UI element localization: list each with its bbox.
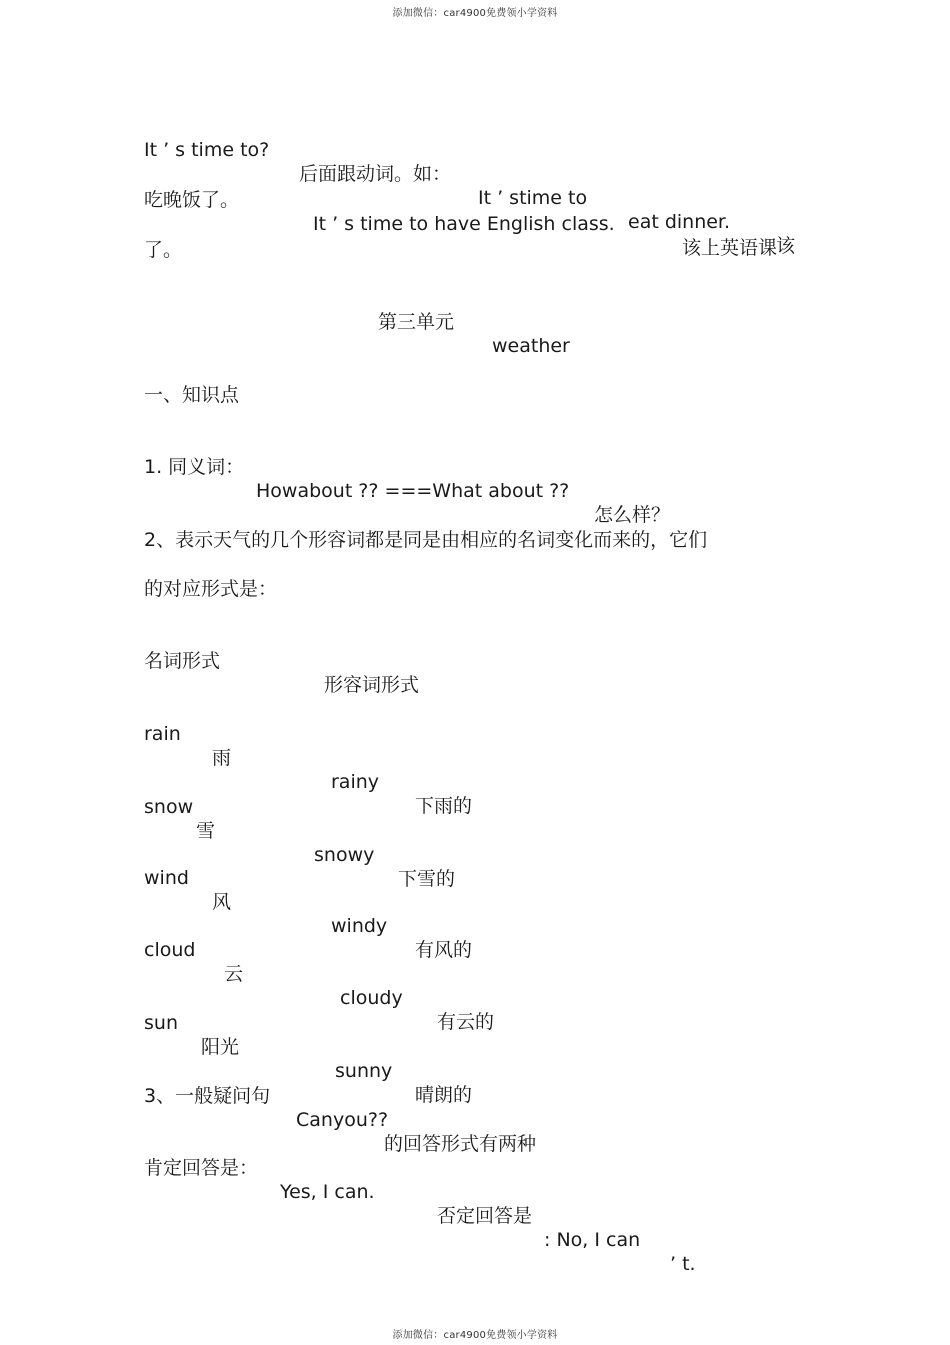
- intro-text: It ’ s time to have English class.: [313, 213, 615, 235]
- negative-answer: : No, I can: [544, 1229, 641, 1251]
- section-knowledge: [144, 359, 240, 407]
- item-text: 2、表示天气的几个形容词都是同是由相应的名词变化而来的，它们: [144, 529, 708, 551]
- intro-text: eat dinner.: [628, 211, 731, 233]
- item-text: 的回答形式有两种: [384, 1133, 537, 1155]
- negative-answer-end: ’ t.: [670, 1253, 696, 1275]
- noun-cn: 阳光: [201, 1036, 240, 1058]
- intro-text: 了。: [144, 239, 183, 261]
- adjective: snowy: [314, 844, 375, 866]
- noun: snow: [144, 796, 194, 818]
- adjective-cn: 下雨的: [415, 795, 473, 817]
- adjective: sunny: [335, 1060, 393, 1082]
- positive-answer: Yes, I can.: [280, 1181, 375, 1203]
- intro-text: 后面跟动词。如：: [299, 163, 452, 185]
- item-2-line-2: [144, 553, 278, 601]
- section-heading: 一、知识点: [144, 384, 240, 406]
- adjective-cn: 晴朗的: [415, 1084, 473, 1106]
- intro-line-3: [144, 214, 183, 262]
- item-text: 怎么样？: [594, 504, 671, 526]
- noun: rain: [144, 723, 181, 745]
- noun: cloud: [144, 939, 196, 961]
- adjective-cn: 下雪的: [398, 868, 456, 890]
- watermark-bottom: 添加微信：car4900免费领小学资料: [392, 1330, 558, 1341]
- adjective: cloudy: [340, 987, 403, 1009]
- noun-cn: 云: [224, 963, 244, 985]
- column-header-noun: 名词形式: [144, 650, 221, 672]
- table-header: [144, 625, 420, 697]
- intro-text: 该上英语课: [682, 237, 778, 259]
- item-text: 的对应形式是：: [144, 578, 278, 600]
- adjective-cn: 有云的: [437, 1011, 495, 1033]
- noun: wind: [144, 867, 189, 889]
- unit-title-cn: 第三单元: [378, 311, 455, 333]
- item-text: 1. 同义词：: [144, 456, 245, 478]
- adjective: windy: [331, 915, 388, 937]
- intro-text: 吃晚饭了。: [144, 189, 240, 211]
- negative-label: 否定回答是: [437, 1205, 533, 1227]
- noun-cn: 雨: [212, 747, 232, 769]
- unit-heading: [144, 286, 570, 358]
- item-text: Howabout ?? ===What about ??: [256, 480, 570, 502]
- intro-text: It ’ stime to: [478, 187, 588, 209]
- noun-cn: 雪: [196, 820, 216, 842]
- intro-text: 该: [776, 235, 796, 257]
- unit-title-en: weather: [492, 335, 570, 357]
- positive-label: 肯定回答是：: [144, 1157, 259, 1179]
- column-header-adjective: 形容词形式: [324, 674, 420, 696]
- watermark-top: 添加微信：car4900免费领小学资料: [392, 8, 558, 19]
- noun-cn: 风: [212, 891, 232, 913]
- item-text: 3、一般疑问句: [144, 1085, 271, 1107]
- adjective: rainy: [331, 771, 380, 793]
- item-text: Canyou??: [296, 1109, 389, 1131]
- intro-text: It ’ s time to?: [144, 139, 270, 161]
- noun: sun: [144, 1012, 178, 1034]
- adjective-cn: 有风的: [415, 939, 473, 961]
